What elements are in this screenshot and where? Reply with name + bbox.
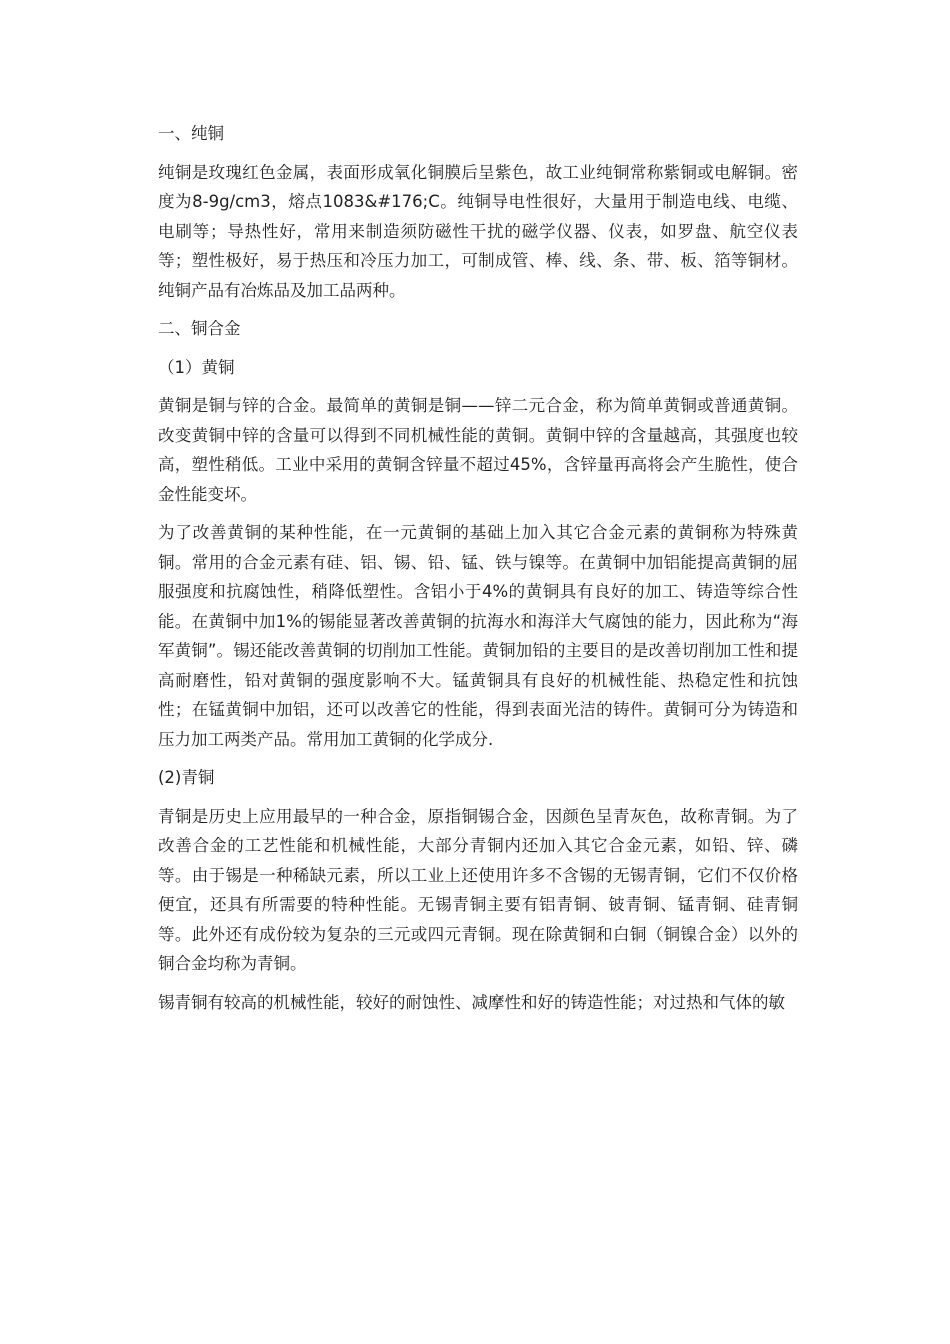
paragraph-brass-intro: 黄铜是铜与锌的合金。最简单的黄铜是铜——锌二元合金，称为简单黄铜或普通黄铜。改变黄铜中锌的含量可以得到不同机械性能的黄铜。黄铜中锌的含量越高，其强度也较高，塑性稍低。工业中采用的黄铜含锌量不超过45%，含锌量再高将会产生脆性，使合金性能变坏。 (158, 396, 798, 504)
section-heading-pure-copper: 一、纯铜 (158, 124, 224, 143)
paragraph-special-brass: 为了改善黄铜的某种性能，在一元黄铜的基础上加入其它合金元素的黄铜称为特殊黄铜。常用的合金元素有硅、铝、锡、铅、锰、铁与镍等。在黄铜中加铝能提高黄铜的屈服强度和抗腐蚀性，稍降低塑性。含铝小于4%的黄铜具有良好的加工、铸造等综合性能。在黄铜中加1%的锡能显著改善黄铜的抗海水和海洋大气腐蚀的能力，因此称为“海军黄铜”。锡还能改善黄铜的切削加工性能。黄铜加铅的主要目的是改善切削加工性和提高耐磨性，铅对黄铜的强度影响不大。锰黄铜具有良好的机械性能、热稳定性和抗蚀性；在锰黄铜中加铝，还可以改善它的性能，得到表面光洁的铸件。黄铜可分为铸造和压力加工两类产品。常用加工黄铜的化学成分. (158, 523, 798, 749)
paragraph-tin-bronze: 锡青铜有较高的机械性能，较好的耐蚀性、减摩性和好的铸造性能；对过热和气体的敏 (158, 992, 785, 1012)
subheading-bronze: (2)青铜 (158, 768, 215, 787)
subheading-brass: （1）黄铜 (158, 357, 235, 377)
paragraph-pure-copper: 纯铜是玫瑰红色金属，表面形成氧化铜膜后呈紫色，故工业纯铜常称紫铜或电解铜。密度为8-9g/cm3，熔点1083&#176;C。纯铜导电性很好，大量用于制造电线、电缆、电刷等；导热性好，常用来制造须防磁性干扰的磁学仪器、仪表，如罗盘、航空仪表等；塑性极好，易于热压和冷压力加工，可制成管、棒、线、条、带、板、箔等铜材。纯铜产品有冶炼品及加工品两种。 (158, 162, 798, 300)
document-body (158, 119, 798, 1026)
section-heading-copper-alloy: 二、铜合金 (158, 319, 241, 338)
paragraph-bronze-intro: 青铜是历史上应用最早的一种合金，原指铜锡合金，因颜色呈青灰色，故称青铜。为了改善合金的工艺性能和机械性能，大部分青铜内还加入其它合金元素，如铅、锌、磷等。由于锡是一种稀缺元素，所以工业上还使用许多不含锡的无锡青铜，它们不仅价格便宜，还具有所需要的特种性能。无锡青铜主要有铝青铜、铍青铜、锰青铜、硅青铜等。此外还有成份较为复杂的三元或四元青铜。现在除黄铜和白铜（铜镍合金）以外的铜合金均称为青铜。 (158, 806, 798, 973)
